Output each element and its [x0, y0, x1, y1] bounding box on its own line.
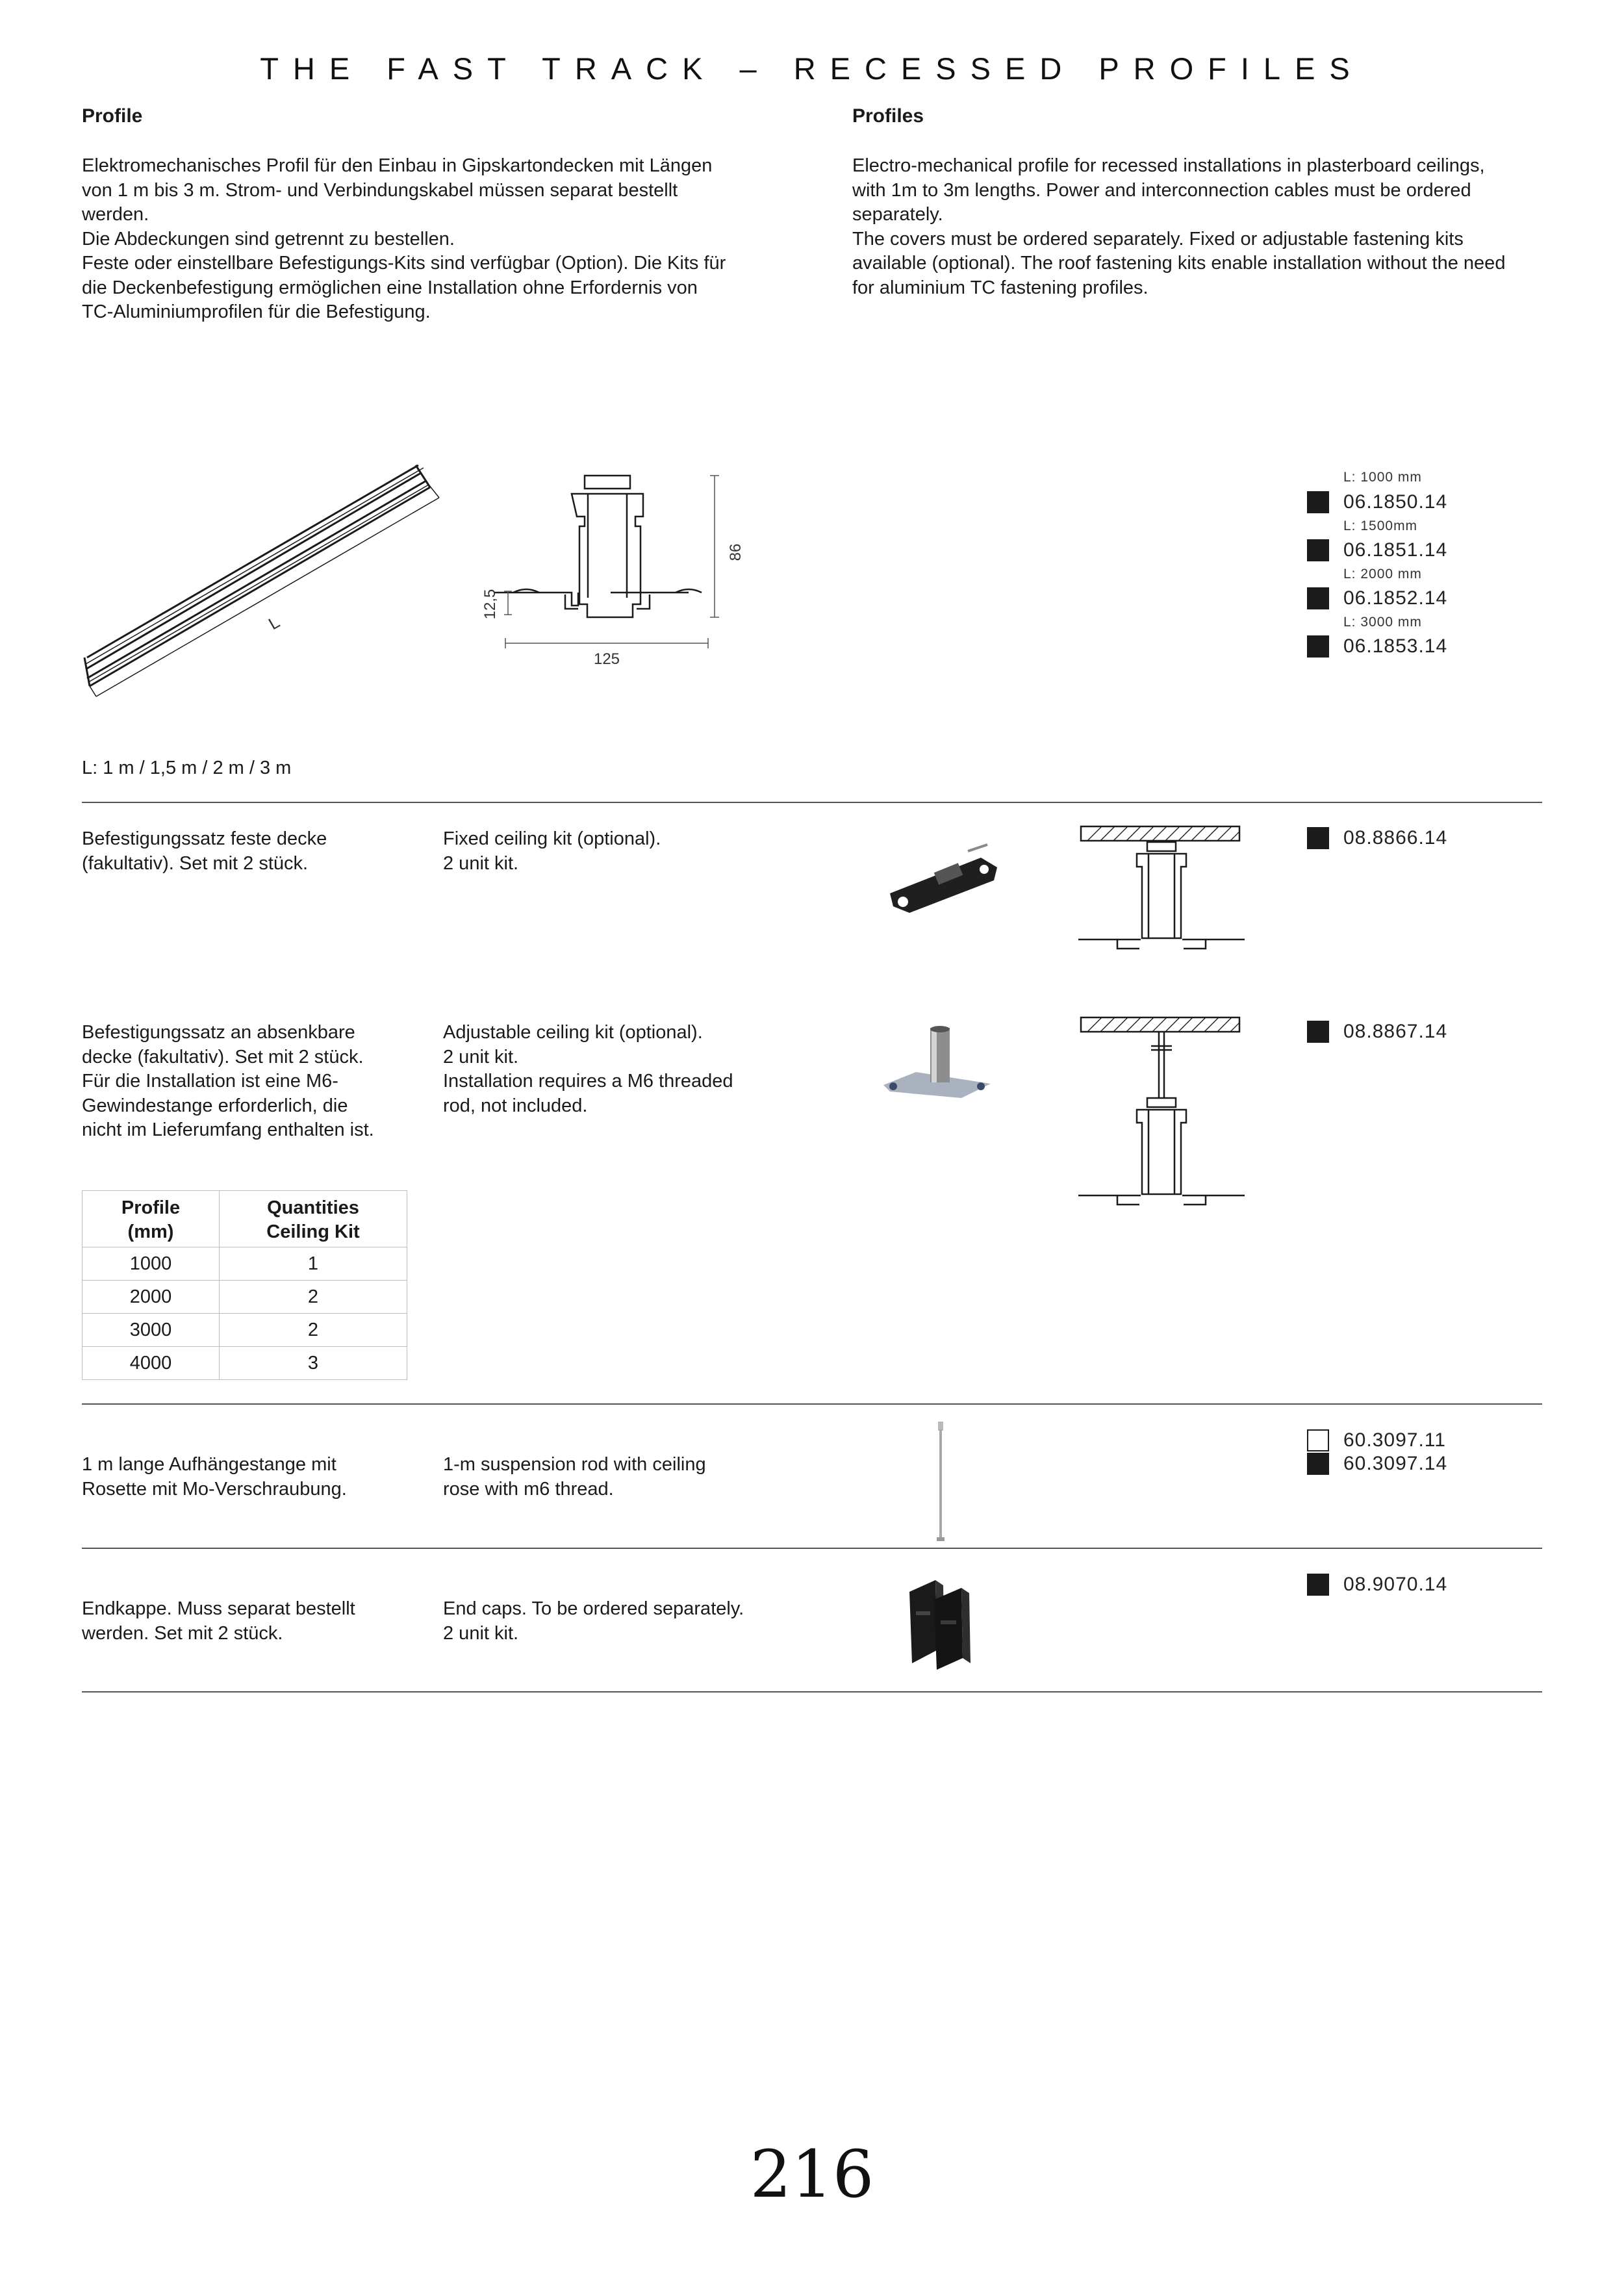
- variant-code: 06.1851.14: [1343, 539, 1448, 561]
- variant-length: L: 3000 mm: [1343, 615, 1422, 630]
- intro-text-de: Elektromechanisches Profil für den Einbau in Gipskartondecken mit Längen von 1 m bis 3 m. Strom- und Verbindungskabel müssen separat bestellt werden. Die Abdeckungen sind getrennt zu bestellen. Feste oder einstellbare Befestigungs-Kits sind verfügbar (Option). Die Kits für die Deckenbefestigung ermöglichen eine Installation ohne Erfordernis von TC-Aluminiumprofilen für die Befestigung.: [82, 155, 726, 322]
- lengths-note: L: 1 m / 1,5 m / 2 m / 3 m: [82, 758, 292, 778]
- length-label: L: [265, 611, 283, 634]
- variant-code: 06.1853.14: [1343, 635, 1448, 657]
- accessory-text-de: Befestigungssatz an absenkbare decke (fakultativ). Set mit 2 stück. Für die Installation ist eine M6- Gewindestange erforderlich, die nicht im Lieferumfang enthalten ist.: [82, 1022, 374, 1140]
- color-swatch-black: [1307, 587, 1329, 609]
- intro-heading-en: Profiles: [852, 105, 924, 127]
- color-swatch-black: [1307, 1021, 1329, 1043]
- accessory-code: 08.9070.14: [1343, 1574, 1448, 1595]
- dim-flange: 12,5: [481, 589, 499, 620]
- page-title: THE FAST TRACK – RECESSED PROFILES: [260, 51, 1364, 86]
- variant-length: L: 2000 mm: [1343, 567, 1422, 581]
- table-cell: 2: [220, 1314, 407, 1347]
- table-cell: 1000: [82, 1247, 220, 1281]
- accessory-code-black: 60.3097.14: [1343, 1453, 1448, 1474]
- accessory-text-en: End caps. To be ordered separately. 2 unit kit.: [443, 1598, 744, 1644]
- accessory-text-de: Befestigungssatz feste decke (fakultativ). Set mit 2 stück.: [82, 828, 327, 874]
- divider: [82, 1691, 1542, 1693]
- table-row: [82, 1314, 407, 1347]
- table-row: [82, 1247, 407, 1281]
- page-number: 216: [750, 2136, 874, 2212]
- variant-length: L: 1500mm: [1343, 518, 1418, 533]
- color-swatch-black: [1307, 827, 1329, 849]
- color-swatch-black: [1307, 491, 1329, 513]
- profile-perspective-drawing: [78, 455, 468, 715]
- variant-code: 06.1852.14: [1343, 587, 1448, 609]
- table-row: [82, 1347, 407, 1380]
- table-cell: 1: [220, 1247, 407, 1281]
- table-header: Quantities Ceiling Kit: [220, 1191, 407, 1247]
- accessory-code: 08.8867.14: [1343, 1021, 1448, 1042]
- color-swatch-black: [1307, 1453, 1329, 1475]
- accessory-text-en: 1-m suspension rod with ceiling rose with m6 thread.: [443, 1454, 706, 1500]
- adjustable-ceiling-kit-image: [877, 1020, 1007, 1111]
- accessory-text-de: 1 m lange Aufhängestange mit Rosette mit Mo-Verschraubung.: [82, 1454, 347, 1500]
- accessory-text-en: Fixed ceiling kit (optional). 2 unit kit.: [443, 828, 661, 874]
- divider: [82, 802, 1542, 803]
- accessory-code: 08.8866.14: [1343, 827, 1448, 849]
- color-swatch-black: [1307, 539, 1329, 561]
- color-swatch-black: [1307, 1574, 1329, 1596]
- color-swatch-white: [1307, 1429, 1329, 1451]
- adjustable-ceiling-section-drawing: [1078, 1014, 1247, 1215]
- variant-code: 06.1850.14: [1343, 491, 1448, 513]
- table-cell: 4000: [82, 1347, 220, 1380]
- divider: [82, 1403, 1542, 1405]
- table-cell: 2000: [82, 1281, 220, 1314]
- fixed-ceiling-kit-image: [883, 832, 1013, 923]
- fixed-ceiling-section-drawing: [1078, 823, 1247, 952]
- table-cell: 3000: [82, 1314, 220, 1347]
- table-cell: 3: [220, 1347, 407, 1380]
- color-swatch-black: [1307, 635, 1329, 658]
- suspension-rod-image: [929, 1416, 955, 1546]
- accessory-text-de: Endkappe. Muss separat bestellt werden. Set mit 2 stück.: [82, 1598, 355, 1644]
- table-header: Profile (mm): [82, 1191, 220, 1247]
- intro-heading-de: Profile: [82, 105, 143, 127]
- dim-width: 125: [593, 650, 620, 668]
- ceiling-kit-quantity-table: [82, 1190, 407, 1380]
- end-caps-image: [896, 1566, 987, 1670]
- variant-length: L: 1000 mm: [1343, 470, 1422, 485]
- accessory-text-en: Adjustable ceiling kit (optional). 2 unit kit. Installation requires a M6 threaded rod, not included.: [443, 1022, 733, 1116]
- dim-height: 86: [727, 543, 744, 561]
- table-row: [82, 1281, 407, 1314]
- divider: [82, 1548, 1542, 1549]
- intro-text-en: Electro-mechanical profile for recessed installations in plasterboard ceilings, with 1m to 3m lengths. Power and interconnection cables must be ordered separately. The covers must be ordered separately. Fixed or adjustable fastening kits available (optional). The roof fastening kits enable installation without the need for aluminium TC fastening profiles.: [852, 155, 1506, 298]
- profile-section-drawing: [455, 468, 793, 676]
- accessory-code-white: 60.3097.11: [1343, 1429, 1446, 1451]
- table-cell: 2: [220, 1281, 407, 1314]
